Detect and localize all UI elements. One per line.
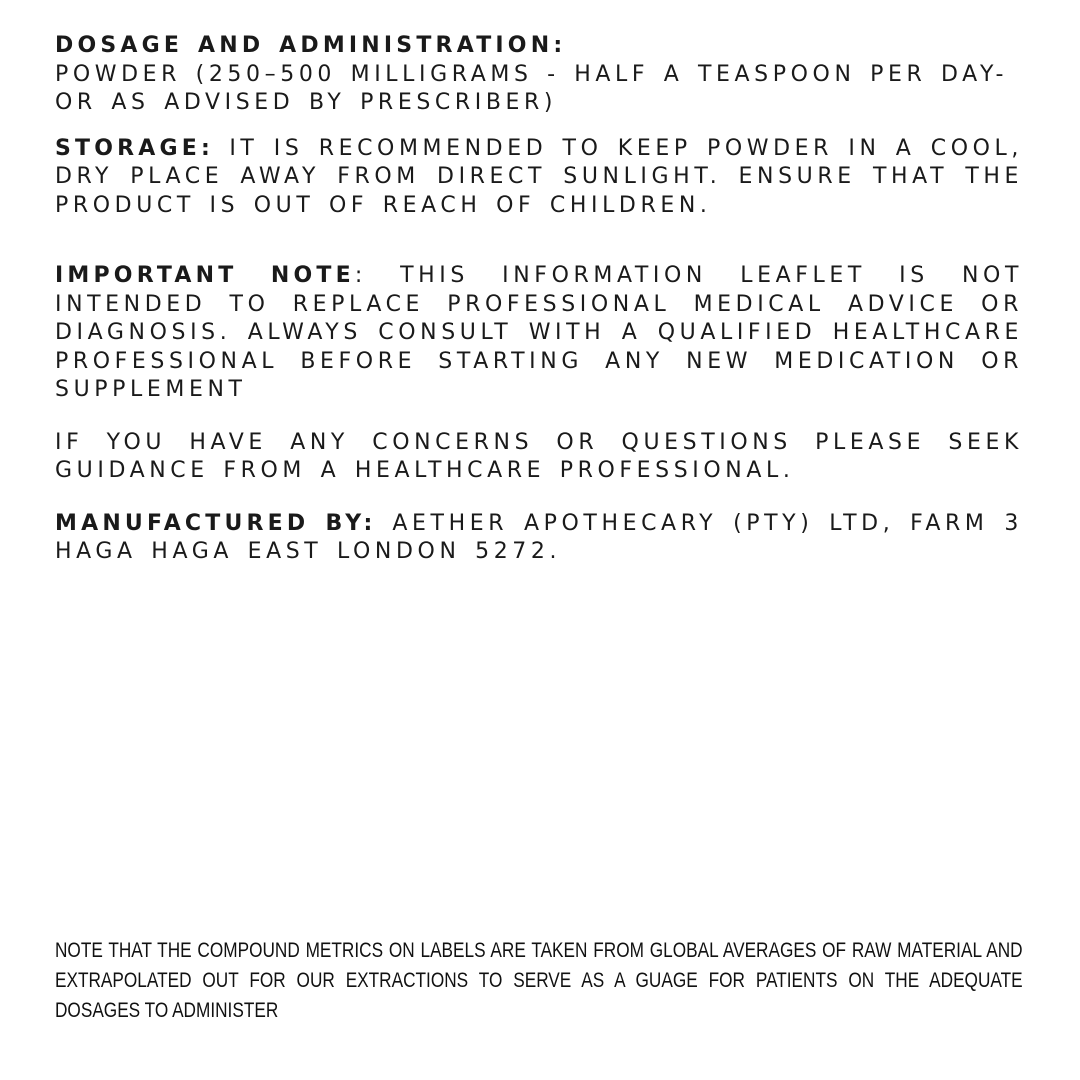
important-note-label: IMPORTANT NOTE — [55, 263, 355, 288]
important-note-text: : THIS INFORMATION LEAFLET IS NOT INTENDED TO REPLACE PROFESSIONAL MEDICAL ADVICE OR DIAGNOSIS. ALWAYS CONSULT WITH A QUALIFIED HEALTHCARE PROFESSIONAL BEFORE STARTING ANY NEW MEDICATION OR SUPPLEMENT — [55, 263, 1023, 402]
concerns-text: IF YOU HAVE ANY CONCERNS OR QUESTIONS PLEASE SEEK GUIDANCE FROM A HEALTHCARE PROFESSIONAL. — [55, 429, 1023, 483]
dosage-text: POWDER (250–500 MILLIGRAMS - HALF A TEASPOON PER DAY- OR AS ADVISED BY PRESCRIBER) — [55, 61, 1009, 115]
dosage-label: DOSAGE AND ADMINISTRATION: — [55, 33, 567, 58]
concerns-section — [55, 429, 1023, 486]
dosage-metrics-footnote: NOTE THAT THE COMPOUND METRICS ON LABELS ARE TAKEN FROM GLOBAL AVERAGES OF RAW MATERIAL AND EXTRAPOLATED OUT FOR OUR EXTRACTIONS TO SERVE AS A GUAGE FOR PATIENTS ON THE ADEQUATE DOSAGES TO ADMINISTER — [55, 939, 1023, 1022]
storage-section — [55, 135, 1023, 221]
important-note-section — [55, 262, 1023, 405]
manufacturer-label: MANUFACTURED BY: — [55, 510, 377, 536]
leaflet-content — [55, 32, 1023, 567]
storage-label: STORAGE: — [55, 135, 215, 161]
dosage-section — [55, 32, 1023, 118]
manufacturer-section — [55, 510, 1023, 567]
storage-text: IT IS RECOMMENDED TO KEEP POWDER IN A COOL, DRY PLACE AWAY FROM DIRECT SUNLIGHT. ENSURE THAT THE PRODUCT IS OUT OF REACH OF CHILDREN. — [55, 135, 1023, 218]
manufacturer-text: AETHER APOTHECARY (PTY) LTD, FARM 3 HAGA HAGA EAST LONDON 5272. — [55, 510, 1023, 564]
